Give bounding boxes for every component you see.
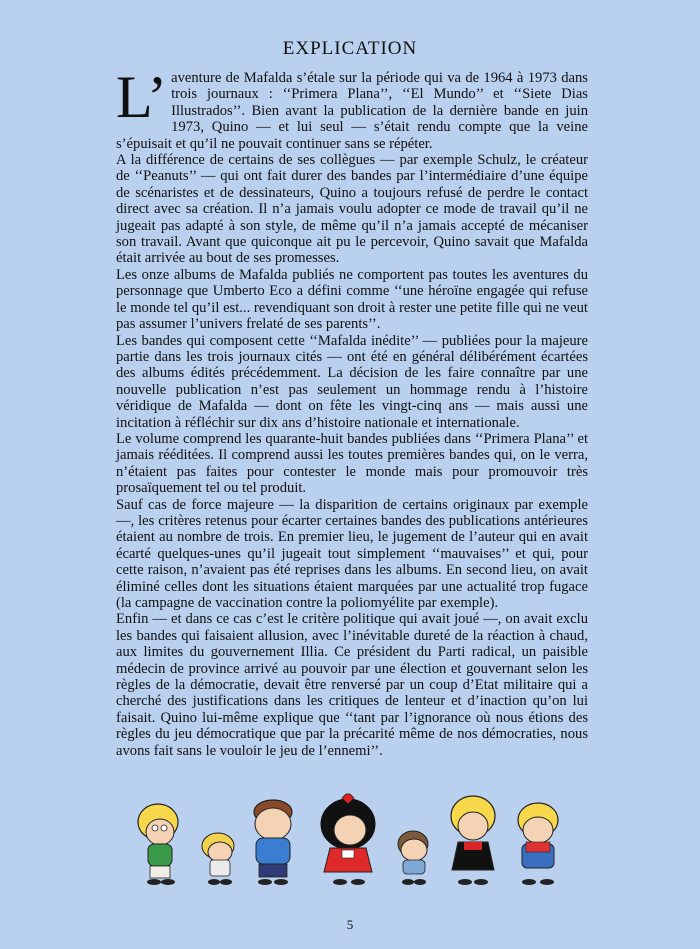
article-body: [116, 64, 588, 759]
paragraph: Le volume comprend les quarante-huit bandes publiées dans ‘‘Primera Plana’’ et jamais rééditées. Il comprend aussi les toutes premières bandes qui, on le verra, n’étaient pas faites pour contester le monde mais pour promouvoir très prosaïquement tel ou tel produit.: [116, 430, 588, 497]
page-title: EXPLICATION: [282, 38, 418, 59]
paragraph: L’ aventure de Mafalda s’étale sur la période qui va de 1964 à 1973 dans trois journaux : ‘‘Primera Plana’’, ‘‘El Mundo’’ et ‘‘Siete Dias Illustrados’’. Bien avant la publication de la dernière bande en juin 1973, Quino — et lui seul — s’était rendu compte que la veine s’épuisait et qu’il ne pouvait continuer sans se répéter.: [116, 64, 588, 152]
susanita-icon: [451, 796, 495, 885]
guille-icon: [398, 831, 428, 885]
characters-illustration: [128, 790, 588, 890]
paragraph: Sauf cas de force majeure — la disparition de certains originaux par exemple —, les critères retenus pour écarter certaines bandes des publications antérieures étaient au nombre de trois. En premier lieu, le jugement de l’auteur qui en avait écarté quelques-unes qu’il jugeait tout simplement ‘‘mauvaises’’ et qui, pour cette raison, n’avaient pas été reprises dans les albums. En second lieu, on avait éliminé celles dont les situations étaient marquées par une actualité trop fugace (la campagne de vaccination contre la poliomyélite par exemple).: [116, 496, 588, 611]
drop-cap: L’: [116, 64, 168, 130]
paragraph: Les bandes qui composent cette ‘‘Mafalda inédite’’ — publiées pour la majeure partie dans les trois journaux cités — ont été en général délibérément écartées des albums édités précédemment. La décision de les faire connaître par une nouvelle publication n’est pas seulement un hommage rendu à l’histoire véridique de Mafalda — dont on fête les vingt-cinq ans — mais aussi une incitation à réfléchir sur dix ans d’histoire nationale et internationale.: [116, 332, 588, 431]
miguelito-icon: [518, 803, 558, 885]
paragraph: Les onze albums de Mafalda publiés ne comportent pas toutes les aventures du personnage que Umberto Eco a défini comme ‘‘une héroïne engagée qui refuse le monde tel qu’il est... revendiquant son droit à rester une petite fille qui ne veut pas assumer l’univers frelaté de ses parents’’.: [116, 266, 588, 333]
page-number: 5: [346, 917, 354, 932]
paragraph: Enfin — et dans ce cas c’est le critère politique qui avait joué —, on avait exclu les bandes qui faisaient allusion, avec l’inévitable dureté de la réaction à chaud, aux limites du gouvernement Illia. Ce président du Parti radical, un paisible médecin de province arrivé au pouvoir par une élection et gouvernant selon les règles de la démocratie, devait être renversé par un coup d’Etat militaire qui a cherché des justifications dans les critiques de lenteur et d’inaction qu’on lui faisait. Quino lui-même explique que ‘‘tant par l’ignorance où nous étions des règles du jeu démocratique que par la précarité même de nos démocraties, nous avons fait sans le vouloir le jeu de l’ennemi’’.: [116, 611, 588, 759]
felipe-icon: [138, 804, 178, 885]
manolito-icon: [254, 800, 292, 885]
libertad-icon: [202, 833, 234, 885]
paragraph: A la différence de certains de ses collègues — par exemple Schulz, le créateur de ‘‘Peanuts’’ — qui ont fait durer des bandes par l’intermédiaire d’une équipe de scénaristes et de dessinateurs, Quino a toujours refusé de perdre le contact direct avec sa création. Il n’a jamais voulu adopter ce mode de travail qu’il ne jugeait pas adapté à son style, de même qu’il n’a jamais accepté de mécaniser son travail. Avant que quiconque ait pu le percevoir, Quino savait que Mafalda était arrivée au bout de ses promesses.: [116, 152, 588, 267]
mafalda-icon: [321, 794, 375, 885]
